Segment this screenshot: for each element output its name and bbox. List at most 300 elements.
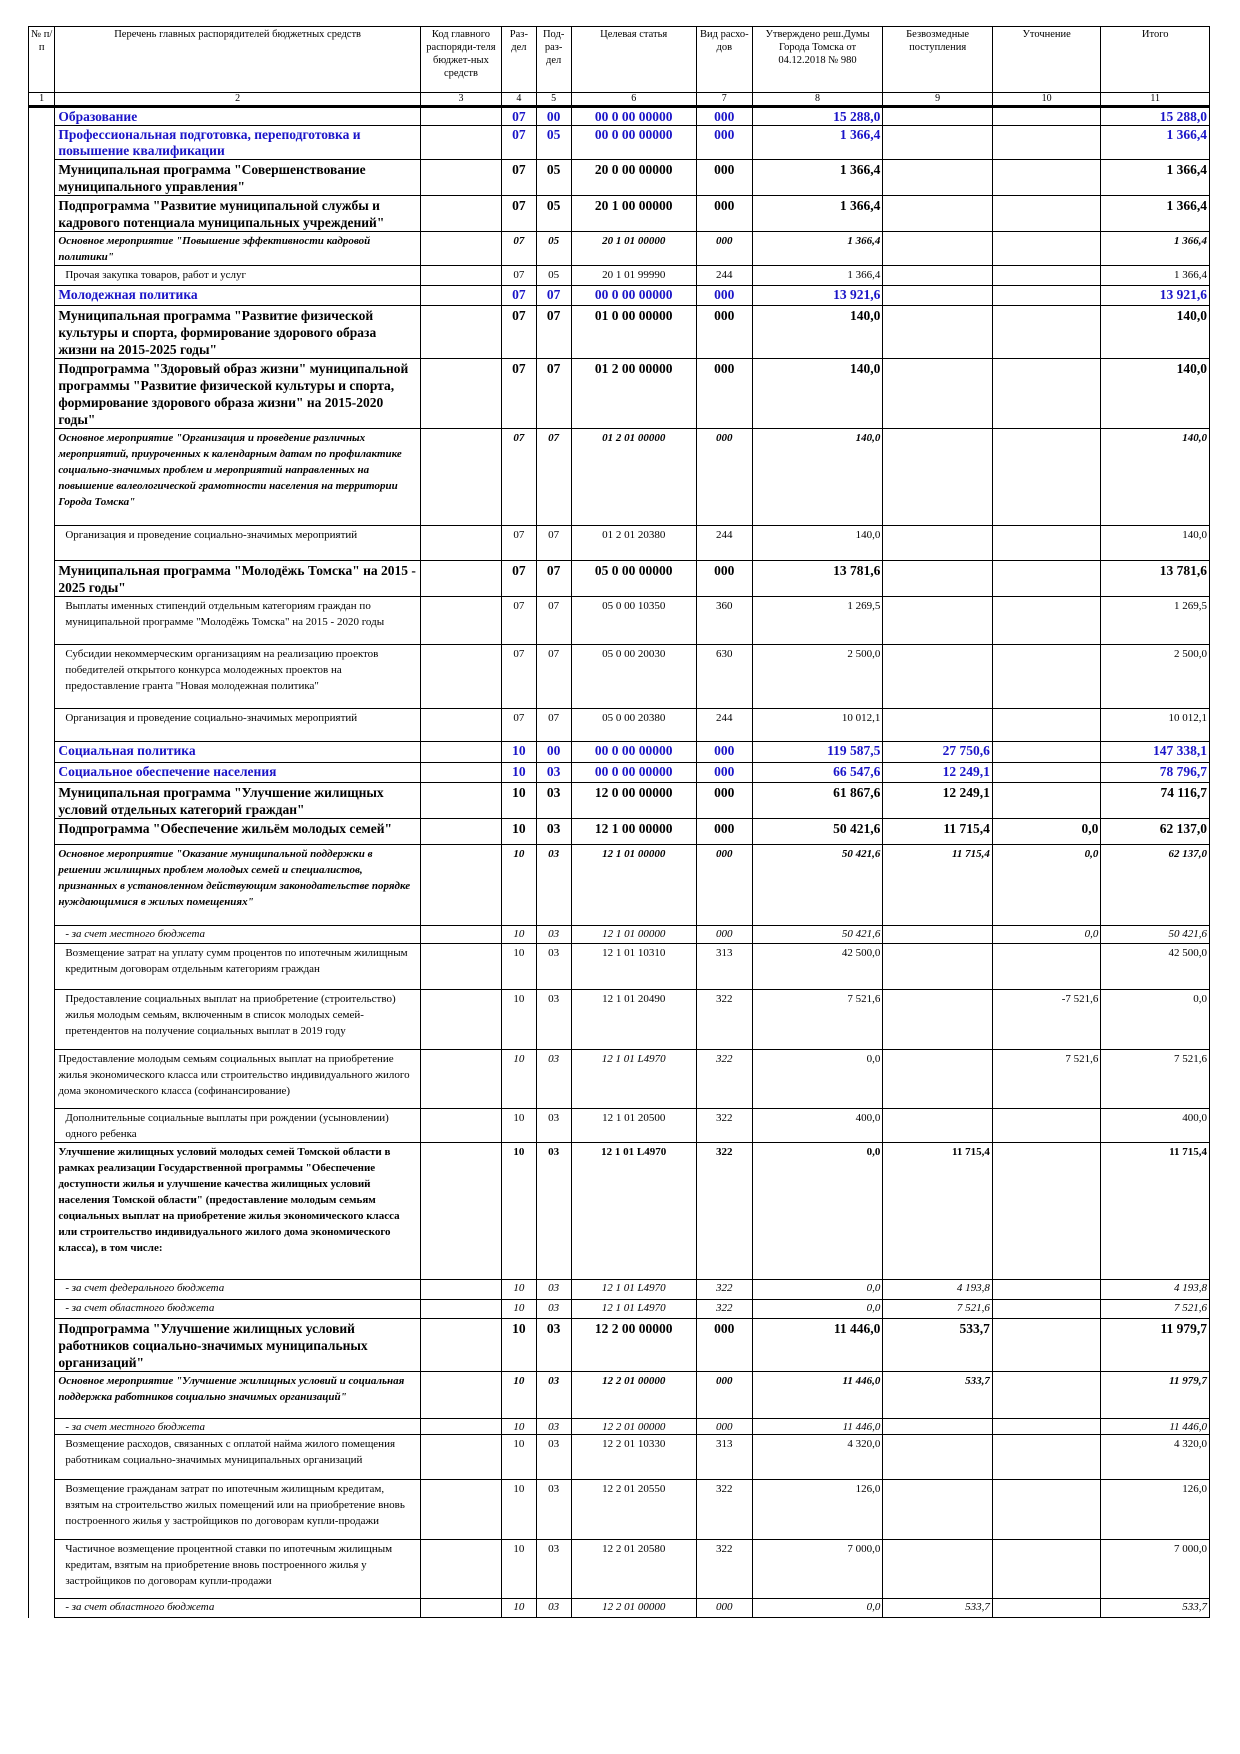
razdel-cell: 10 — [502, 783, 537, 819]
grants-cell — [883, 561, 993, 597]
grbs-cell — [420, 645, 501, 709]
cs-cell: 05 0 00 00000 — [571, 561, 696, 597]
approved-cell: 0,0 — [752, 1143, 883, 1280]
clarification-cell — [992, 196, 1101, 232]
podrazdel-cell: 07 — [536, 286, 571, 306]
podrazdel-cell: 03 — [536, 1109, 571, 1143]
clarification-cell — [992, 944, 1101, 990]
col-number: 5 — [536, 93, 571, 107]
total-cell: 1 366,4 — [1101, 160, 1210, 196]
col-number: 2 — [55, 93, 421, 107]
total-cell: 1 269,5 — [1101, 597, 1210, 645]
table-row — [29, 783, 1210, 819]
razdel-cell: 07 — [502, 232, 537, 266]
total-cell: 42 500,0 — [1101, 944, 1210, 990]
podrazdel-cell: 07 — [536, 306, 571, 359]
total-cell: 140,0 — [1101, 429, 1210, 526]
podrazdel-cell: 03 — [536, 1435, 571, 1480]
grants-cell: 11 715,4 — [883, 819, 993, 845]
row-number-cell — [29, 990, 55, 1050]
grants-cell: 4 193,8 — [883, 1280, 993, 1300]
grbs-cell — [420, 526, 501, 561]
cs-cell: 00 0 00 00000 — [571, 763, 696, 783]
row-name: Предоставление социальных выплат на приобретение (строительство) жилья молодым семьям, включенным в список молодых семей-претендентов на получение социальных выплат в 2019 году — [55, 990, 421, 1050]
vr-cell: 000 — [696, 306, 752, 359]
podrazdel-cell: 03 — [536, 1319, 571, 1372]
approved-cell: 0,0 — [752, 1280, 883, 1300]
total-cell: 140,0 — [1101, 306, 1210, 359]
total-cell: 13 921,6 — [1101, 286, 1210, 306]
col-number: 6 — [571, 93, 696, 107]
clarification-cell — [992, 1540, 1101, 1599]
grants-cell — [883, 526, 993, 561]
vr-cell: 000 — [696, 196, 752, 232]
header-razdel: Раз-дел — [502, 27, 537, 93]
grants-cell — [883, 160, 993, 196]
table-row — [29, 709, 1210, 742]
grants-cell — [883, 944, 993, 990]
row-number-cell — [29, 926, 55, 944]
table-row — [29, 160, 1210, 196]
grants-cell — [883, 266, 993, 286]
table-row — [29, 819, 1210, 845]
clarification-cell: 0,0 — [992, 926, 1101, 944]
col-number: 10 — [992, 93, 1101, 107]
total-cell: 11 446,0 — [1101, 1419, 1210, 1435]
grbs-cell — [420, 126, 501, 160]
row-number-cell — [29, 126, 55, 160]
vr-cell: 322 — [696, 1540, 752, 1599]
clarification-cell — [992, 429, 1101, 526]
table-row — [29, 1280, 1210, 1300]
row-number-cell — [29, 429, 55, 526]
clarification-cell: -7 521,6 — [992, 990, 1101, 1050]
total-cell: 533,7 — [1101, 1599, 1210, 1618]
vr-cell: 000 — [696, 763, 752, 783]
row-name: - за счет федерального бюджета — [55, 1280, 421, 1300]
grbs-cell — [420, 597, 501, 645]
grbs-cell — [420, 359, 501, 429]
razdel-cell: 10 — [502, 1435, 537, 1480]
row-number-cell — [29, 783, 55, 819]
approved-cell: 42 500,0 — [752, 944, 883, 990]
table-row — [29, 845, 1210, 926]
row-name: Прочая закупка товаров, работ и услуг — [55, 266, 421, 286]
row-number-cell — [29, 107, 55, 126]
header-name: Перечень главных распорядителей бюджетных средств — [55, 27, 421, 93]
grants-cell — [883, 429, 993, 526]
row-number-cell — [29, 1540, 55, 1599]
row-name: Образование — [55, 107, 421, 126]
row-number-cell — [29, 359, 55, 429]
total-cell: 62 137,0 — [1101, 845, 1210, 926]
header-num: № п/п — [29, 27, 55, 93]
razdel-cell: 10 — [502, 1319, 537, 1372]
grbs-cell — [420, 763, 501, 783]
podrazdel-cell: 03 — [536, 1372, 571, 1419]
header-grbs: Код главного распоряди-теля бюджет-ных средств — [420, 27, 501, 93]
approved-cell: 0,0 — [752, 1599, 883, 1618]
grbs-cell — [420, 742, 501, 763]
row-name: Подпрограмма "Улучшение жилищных условий работников социально-значимых муниципальных организаций" — [55, 1319, 421, 1372]
grants-cell — [883, 990, 993, 1050]
approved-cell: 11 446,0 — [752, 1319, 883, 1372]
vr-cell: 313 — [696, 1435, 752, 1480]
header-podrazdel: Под-раз-дел — [536, 27, 571, 93]
row-name: Социальное обеспечение населения — [55, 763, 421, 783]
row-number-cell — [29, 742, 55, 763]
row-number-cell — [29, 561, 55, 597]
total-cell: 62 137,0 — [1101, 819, 1210, 845]
approved-cell: 1 269,5 — [752, 597, 883, 645]
clarification-cell: 0,0 — [992, 845, 1101, 926]
total-cell: 1 366,4 — [1101, 126, 1210, 160]
row-number-cell — [29, 709, 55, 742]
cs-cell: 12 1 01 10310 — [571, 944, 696, 990]
row-name: Муниципальная программа "Развитие физической культуры и спорта, формирование здорового образа жизни на 2015-2025 годы" — [55, 306, 421, 359]
podrazdel-cell: 03 — [536, 1599, 571, 1618]
grants-cell — [883, 196, 993, 232]
grbs-cell — [420, 990, 501, 1050]
vr-cell: 000 — [696, 926, 752, 944]
approved-cell: 15 288,0 — [752, 107, 883, 126]
grants-cell — [883, 709, 993, 742]
row-name: Муниципальная программа "Молодёжь Томска" на 2015 - 2025 годы" — [55, 561, 421, 597]
podrazdel-cell: 07 — [536, 645, 571, 709]
row-number-cell — [29, 1050, 55, 1109]
cs-cell: 12 1 01 L4970 — [571, 1050, 696, 1109]
vr-cell: 000 — [696, 561, 752, 597]
clarification-cell — [992, 1480, 1101, 1540]
vr-cell: 000 — [696, 742, 752, 763]
table-row — [29, 645, 1210, 709]
row-name: Основное мероприятие "Улучшение жилищных условий и социальная поддержка работников социально значимых организаций" — [55, 1372, 421, 1419]
approved-cell: 119 587,5 — [752, 742, 883, 763]
col-number: 3 — [420, 93, 501, 107]
razdel-cell: 07 — [502, 266, 537, 286]
clarification-cell — [992, 526, 1101, 561]
podrazdel-cell: 03 — [536, 1050, 571, 1109]
total-cell: 4 320,0 — [1101, 1435, 1210, 1480]
row-number-cell — [29, 286, 55, 306]
approved-cell: 140,0 — [752, 429, 883, 526]
cs-cell: 12 2 00 00000 — [571, 1319, 696, 1372]
table-row — [29, 359, 1210, 429]
budget-table — [28, 26, 1210, 1618]
total-cell: 4 193,8 — [1101, 1280, 1210, 1300]
table-row — [29, 990, 1210, 1050]
grants-cell: 533,7 — [883, 1599, 993, 1618]
clarification-cell — [992, 126, 1101, 160]
row-number-cell — [29, 1280, 55, 1300]
clarification-cell — [992, 1143, 1101, 1280]
razdel-cell: 07 — [502, 526, 537, 561]
row-name: Подпрограмма "Обеспечение жильём молодых семей" — [55, 819, 421, 845]
razdel-cell: 07 — [502, 286, 537, 306]
grbs-cell — [420, 160, 501, 196]
total-cell: 0,0 — [1101, 990, 1210, 1050]
podrazdel-cell: 00 — [536, 107, 571, 126]
cs-cell: 01 2 01 20380 — [571, 526, 696, 561]
row-name: Подпрограмма "Развитие муниципальной службы и кадрового потенциала муниципальных учреждений" — [55, 196, 421, 232]
row-name: Подпрограмма "Здоровый образ жизни" муниципальной программы "Развитие физической культуры и спорта, формирование здорового образа жизни" на 2015-2020 годы" — [55, 359, 421, 429]
podrazdel-cell: 03 — [536, 819, 571, 845]
row-name: - за счет местного бюджета — [55, 926, 421, 944]
razdel-cell: 10 — [502, 845, 537, 926]
table-row — [29, 1419, 1210, 1435]
grbs-cell — [420, 1280, 501, 1300]
approved-cell: 66 547,6 — [752, 763, 883, 783]
total-cell: 7 521,6 — [1101, 1050, 1210, 1109]
razdel-cell: 07 — [502, 645, 537, 709]
cs-cell: 12 1 01 00000 — [571, 926, 696, 944]
row-name: Организация и проведение социально-значимых мероприятий — [55, 709, 421, 742]
vr-cell: 000 — [696, 1319, 752, 1372]
grants-cell — [883, 597, 993, 645]
clarification-cell — [992, 232, 1101, 266]
vr-cell: 630 — [696, 645, 752, 709]
vr-cell: 244 — [696, 709, 752, 742]
vr-cell: 322 — [696, 1109, 752, 1143]
grbs-cell — [420, 944, 501, 990]
razdel-cell: 10 — [502, 1372, 537, 1419]
table-row — [29, 1599, 1210, 1618]
vr-cell: 322 — [696, 1480, 752, 1540]
cs-cell: 12 2 01 20580 — [571, 1540, 696, 1599]
col-number: 1 — [29, 93, 55, 107]
approved-cell: 140,0 — [752, 526, 883, 561]
podrazdel-cell: 03 — [536, 1300, 571, 1319]
total-cell: 147 338,1 — [1101, 742, 1210, 763]
cs-cell: 05 0 00 20030 — [571, 645, 696, 709]
razdel-cell: 07 — [502, 196, 537, 232]
grants-cell — [883, 1540, 993, 1599]
cs-cell: 12 2 01 00000 — [571, 1372, 696, 1419]
razdel-cell: 10 — [502, 763, 537, 783]
vr-cell: 000 — [696, 1599, 752, 1618]
row-name: Частичное возмещение процентной ставки по ипотечным жилищным кредитам, взятым на приобретение вновь построенного жилья у застройщиков по договорам купли-продажи — [55, 1540, 421, 1599]
vr-cell: 244 — [696, 266, 752, 286]
row-name: Возмещение расходов, связанных с оплатой найма жилого помещения работникам социально-значимых муниципальных организаций — [55, 1435, 421, 1480]
budget-table-sheet — [28, 26, 1210, 1618]
table-row — [29, 526, 1210, 561]
row-name: Молодежная политика — [55, 286, 421, 306]
table-row — [29, 266, 1210, 286]
header-vr: Вид расхо-дов — [696, 27, 752, 93]
grbs-cell — [420, 266, 501, 286]
table-row — [29, 107, 1210, 126]
cs-cell: 20 1 01 00000 — [571, 232, 696, 266]
podrazdel-cell: 03 — [536, 1280, 571, 1300]
clarification-cell — [992, 286, 1101, 306]
razdel-cell: 10 — [502, 1599, 537, 1618]
vr-cell: 244 — [696, 526, 752, 561]
row-number-cell — [29, 763, 55, 783]
vr-cell: 360 — [696, 597, 752, 645]
grants-cell — [883, 1050, 993, 1109]
total-cell: 1 366,4 — [1101, 266, 1210, 286]
col-number: 7 — [696, 93, 752, 107]
clarification-cell — [992, 1109, 1101, 1143]
vr-cell: 000 — [696, 819, 752, 845]
approved-cell: 61 867,6 — [752, 783, 883, 819]
razdel-cell: 07 — [502, 126, 537, 160]
grants-cell: 11 715,4 — [883, 845, 993, 926]
podrazdel-cell: 05 — [536, 232, 571, 266]
budget-rows — [29, 107, 1210, 1618]
approved-cell: 126,0 — [752, 1480, 883, 1540]
podrazdel-cell: 05 — [536, 160, 571, 196]
row-number-cell — [29, 1109, 55, 1143]
table-row — [29, 429, 1210, 526]
grbs-cell — [420, 429, 501, 526]
podrazdel-cell: 05 — [536, 196, 571, 232]
razdel-cell: 10 — [502, 1109, 537, 1143]
grants-cell: 533,7 — [883, 1319, 993, 1372]
total-cell: 50 421,6 — [1101, 926, 1210, 944]
razdel-cell: 10 — [502, 926, 537, 944]
row-name: Муниципальная программа "Совершенствование муниципального управления" — [55, 160, 421, 196]
table-row — [29, 742, 1210, 763]
table-row — [29, 1143, 1210, 1280]
approved-cell: 1 366,4 — [752, 196, 883, 232]
approved-cell: 13 921,6 — [752, 286, 883, 306]
grbs-cell — [420, 1109, 501, 1143]
podrazdel-cell: 07 — [536, 597, 571, 645]
razdel-cell: 07 — [502, 561, 537, 597]
cs-cell: 12 2 01 20550 — [571, 1480, 696, 1540]
total-cell: 11 715,4 — [1101, 1143, 1210, 1280]
row-number-cell — [29, 845, 55, 926]
total-cell: 13 781,6 — [1101, 561, 1210, 597]
grbs-cell — [420, 1599, 501, 1618]
clarification-cell — [992, 783, 1101, 819]
clarification-cell: 7 521,6 — [992, 1050, 1101, 1109]
row-number-cell — [29, 232, 55, 266]
cs-cell: 12 0 00 00000 — [571, 783, 696, 819]
grbs-cell — [420, 709, 501, 742]
row-number-cell — [29, 1480, 55, 1540]
grants-cell: 12 249,1 — [883, 763, 993, 783]
clarification-cell — [992, 709, 1101, 742]
header-row — [29, 27, 1210, 93]
total-cell: 11 979,7 — [1101, 1319, 1210, 1372]
podrazdel-cell: 03 — [536, 1540, 571, 1599]
grants-cell — [883, 306, 993, 359]
row-name: Основное мероприятие "Оказание муниципальной поддержки в решении жилищных проблем молодых семей и специалистов, признанных в установленном действующим законодательстве порядке нуждающимися в жилых помещениях" — [55, 845, 421, 926]
podrazdel-cell: 03 — [536, 783, 571, 819]
grants-cell — [883, 286, 993, 306]
grants-cell — [883, 107, 993, 126]
approved-cell: 1 366,4 — [752, 126, 883, 160]
row-number-cell — [29, 1435, 55, 1480]
row-name: Основное мероприятие "Повышение эффективности кадровой политики" — [55, 232, 421, 266]
grants-cell — [883, 232, 993, 266]
row-name: Социальная политика — [55, 742, 421, 763]
podrazdel-cell: 03 — [536, 1419, 571, 1435]
table-row — [29, 944, 1210, 990]
razdel-cell: 10 — [502, 819, 537, 845]
grants-cell — [883, 645, 993, 709]
table-row — [29, 926, 1210, 944]
row-name: Дополнительные социальные выплаты при рождении (усыновлении) одного ребенка — [55, 1109, 421, 1143]
vr-cell: 322 — [696, 990, 752, 1050]
approved-cell: 50 421,6 — [752, 926, 883, 944]
podrazdel-cell: 03 — [536, 944, 571, 990]
header-grants: Безвозмедные поступления — [883, 27, 993, 93]
clarification-cell — [992, 1419, 1101, 1435]
row-name: - за счет местного бюджета — [55, 1419, 421, 1435]
grbs-cell — [420, 1050, 501, 1109]
razdel-cell: 10 — [502, 1480, 537, 1540]
row-name: - за счет областного бюджета — [55, 1599, 421, 1618]
cs-cell: 20 0 00 00000 — [571, 160, 696, 196]
table-row — [29, 1319, 1210, 1372]
podrazdel-cell: 03 — [536, 1143, 571, 1280]
clarification-cell — [992, 1319, 1101, 1372]
grbs-cell — [420, 1319, 501, 1372]
cs-cell: 12 1 01 00000 — [571, 845, 696, 926]
cs-cell: 00 0 00 00000 — [571, 126, 696, 160]
cs-cell: 00 0 00 00000 — [571, 286, 696, 306]
razdel-cell: 07 — [502, 107, 537, 126]
vr-cell: 322 — [696, 1300, 752, 1319]
total-cell: 126,0 — [1101, 1480, 1210, 1540]
razdel-cell: 10 — [502, 944, 537, 990]
razdel-cell: 10 — [502, 1050, 537, 1109]
table-row — [29, 1050, 1210, 1109]
grbs-cell — [420, 286, 501, 306]
clarification-cell — [992, 359, 1101, 429]
cs-cell: 20 1 01 99990 — [571, 266, 696, 286]
grants-cell: 11 715,4 — [883, 1143, 993, 1280]
grbs-cell — [420, 306, 501, 359]
row-name: Возмещение затрат на уплату сумм процентов по ипотечным жилищным кредитным договорам отдельным категориям граждан — [55, 944, 421, 990]
header-clarification: Уточнение — [992, 27, 1101, 93]
approved-cell: 140,0 — [752, 359, 883, 429]
row-number-cell — [29, 819, 55, 845]
clarification-cell: 0,0 — [992, 819, 1101, 845]
header-total: Итого — [1101, 27, 1210, 93]
table-row — [29, 286, 1210, 306]
row-name: Выплаты именных стипендий отдельным категориям граждан по муниципальной программе "Молодёжь Томска" на 2015 - 2020 годы — [55, 597, 421, 645]
razdel-cell: 07 — [502, 709, 537, 742]
row-number-cell — [29, 1599, 55, 1618]
table-row — [29, 1300, 1210, 1319]
table-row — [29, 1480, 1210, 1540]
razdel-cell: 10 — [502, 1540, 537, 1599]
cs-cell: 12 1 01 L4970 — [571, 1143, 696, 1280]
razdel-cell: 07 — [502, 359, 537, 429]
clarification-cell — [992, 645, 1101, 709]
approved-cell: 11 446,0 — [752, 1419, 883, 1435]
cs-cell: 01 0 00 00000 — [571, 306, 696, 359]
approved-cell: 10 012,1 — [752, 709, 883, 742]
table-row — [29, 1435, 1210, 1480]
grbs-cell — [420, 232, 501, 266]
row-name: Профессиональная подготовка, переподготовка и повышение квалификации — [55, 126, 421, 160]
grants-cell — [883, 1419, 993, 1435]
row-number-cell — [29, 597, 55, 645]
approved-cell: 1 366,4 — [752, 266, 883, 286]
row-number-cell — [29, 944, 55, 990]
podrazdel-cell: 07 — [536, 359, 571, 429]
vr-cell: 000 — [696, 1419, 752, 1435]
podrazdel-cell: 07 — [536, 526, 571, 561]
row-number-cell — [29, 1419, 55, 1435]
vr-cell: 322 — [696, 1050, 752, 1109]
table-row — [29, 763, 1210, 783]
